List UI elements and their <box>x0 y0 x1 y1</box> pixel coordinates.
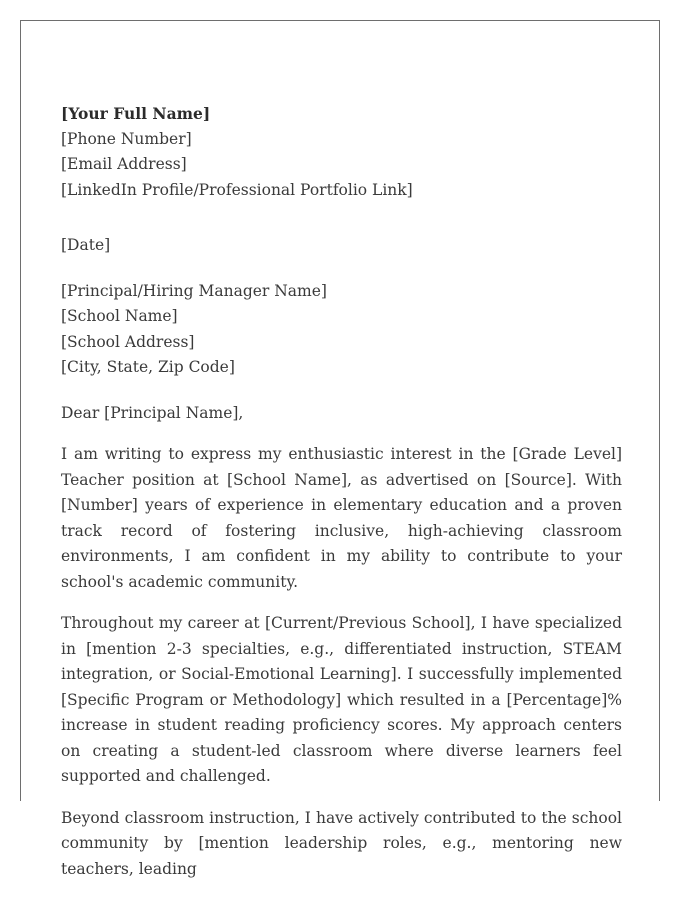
sender-name: [Your Full Name] <box>61 104 211 123</box>
salutation: Dear [Principal Name], <box>61 403 244 422</box>
body-paragraph-2: Throughout my career at [Current/Previous School], I have specialized in [mention 2-3 specialties, e.g., differentiated instruction, STEAM integration, or Social-Emotional Learning]. I successfully implemented [Specific Program or Methodology] which resulted in a [Percentage]% increase in student reading proficiency scores. My approach centers on creating a student-led classroom where diverse learners feel supported and challenged. <box>61 614 622 785</box>
cover-letter <box>61 101 622 898</box>
recipient-address: [School Address] <box>61 332 195 351</box>
recipient-name: [Principal/Hiring Manager Name] <box>61 281 327 300</box>
body-paragraph-1: I am writing to express my enthusiastic interest in the [Grade Level] Teacher position at [School Name], as advertised on [Source]. With [Number] years of experience in elementary education and a proven track record of fostering inclusive, high-achieving classroom environments, I am confident in my ability to contribute to your school's academic community. <box>61 445 622 591</box>
sender-email: [Email Address] <box>61 155 187 173</box>
letter-date: [Date] <box>61 236 111 254</box>
recipient-city: [City, State, Zip Code] <box>61 358 235 376</box>
document-page <box>20 20 660 878</box>
body-paragraph-3: Beyond classroom instruction, I have actively contributed to the school community by [mention leadership roles, e.g., mentoring new teachers, leading <box>61 808 622 878</box>
sender-phone: [Phone Number] <box>61 129 192 148</box>
sender-link: [LinkedIn Profile/Professional Portfolio Link] <box>61 180 413 199</box>
recipient-school: [School Name] <box>61 307 178 325</box>
